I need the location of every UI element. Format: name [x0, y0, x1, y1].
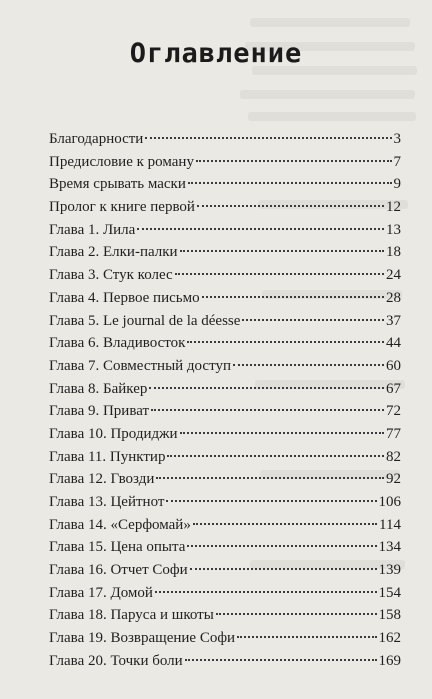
dot-leader: [197, 205, 384, 207]
toc-entry-label: Глава 12. Гвозди: [49, 471, 155, 488]
toc-entry-page: 12: [386, 199, 401, 216]
toc-entry-page: 9: [393, 176, 401, 193]
toc-entry-label: Глава 18. Паруса и шкоты: [49, 607, 214, 624]
toc-entry[interactable]: [49, 310, 401, 333]
dot-leader: [190, 568, 377, 570]
toc-entry[interactable]: [49, 151, 401, 174]
toc-entry-label: Благодарности: [49, 131, 144, 147]
toc-entry[interactable]: [49, 128, 401, 151]
toc-entry[interactable]: [49, 332, 401, 355]
toc-entry[interactable]: [49, 287, 401, 310]
dot-leader: [185, 659, 377, 661]
dot-leader: [216, 613, 377, 615]
dot-leader: [237, 636, 376, 638]
dot-leader: [151, 409, 384, 411]
toc-entry-label: Глава 15. Цена опыта: [49, 539, 186, 556]
toc-entry-page: 28: [386, 289, 401, 306]
toc-entry-page: 154: [378, 584, 401, 601]
toc-entry[interactable]: [49, 514, 401, 537]
toc-entry-page: 162: [378, 630, 401, 647]
toc-entry-label: Глава 20. Точки боли: [49, 652, 183, 669]
dot-leader: [242, 319, 384, 321]
toc-entry[interactable]: [49, 446, 401, 469]
toc-entry[interactable]: [49, 627, 401, 650]
toc-entry[interactable]: [49, 491, 401, 514]
dot-leader: [187, 545, 376, 547]
toc-entry[interactable]: [49, 423, 401, 446]
dot-leader: [137, 228, 384, 230]
toc-entry-label: Глава 16. Отчет Софи: [49, 562, 188, 579]
toc-entry[interactable]: [49, 378, 401, 401]
dot-leader: [145, 137, 391, 139]
toc-entry-label: Пролог к книге первой: [49, 199, 195, 216]
toc-entry-page: 67: [386, 380, 401, 397]
toc-entry-page: 60: [386, 357, 401, 374]
toc-entry[interactable]: [49, 650, 401, 673]
toc-entry-label: Глава 14. «Серфомай»: [49, 516, 191, 533]
toc-entry[interactable]: [49, 536, 401, 559]
toc-entry-page: 44: [386, 335, 401, 352]
dot-leader: [149, 387, 384, 389]
toc-entry-page: 158: [378, 607, 401, 624]
dot-leader: [167, 455, 384, 457]
toc-entry[interactable]: [49, 264, 401, 287]
dot-leader: [188, 182, 392, 184]
dot-leader: [166, 500, 376, 502]
page-title: Оглавление: [129, 38, 303, 69]
toc-entry-page: 134: [378, 539, 401, 556]
toc-entry-label: Глава 2. Елки-палки: [49, 244, 178, 261]
toc-entry[interactable]: [49, 582, 401, 605]
dot-leader: [175, 273, 384, 275]
toc-entry-page: 114: [379, 516, 401, 533]
toc-entry-label: Глава 13. Цейтнот: [49, 494, 165, 510]
toc-entry-page: 106: [378, 494, 401, 510]
toc-entry-label: Глава 19. Возвращение Софи: [49, 630, 236, 647]
toc-entry-page: 37: [386, 312, 401, 329]
toc-entry-page: 139: [378, 562, 401, 579]
dot-leader: [193, 523, 377, 525]
toc-entry[interactable]: [49, 173, 401, 196]
toc-entry[interactable]: [49, 604, 401, 627]
dot-leader: [180, 432, 384, 434]
toc-entry-page: 13: [386, 221, 401, 238]
dot-leader: [180, 250, 384, 252]
toc-entry-page: 7: [393, 153, 401, 170]
toc-entry-label: Глава 4. Первое письмо: [49, 289, 200, 306]
toc-entry[interactable]: [49, 355, 401, 378]
dot-leader: [233, 364, 384, 366]
toc-entry-label: Глава 17. Домой: [49, 584, 153, 601]
toc-entry[interactable]: [49, 559, 401, 582]
toc-entry-label: Глава 9. Приват: [49, 403, 150, 420]
toc-entry-label: Глава 10. Продиджи: [49, 425, 178, 442]
dot-leader: [156, 477, 384, 479]
toc-entry-label: Глава 11. Пунктир: [49, 448, 166, 465]
toc-entry-label: Предисловие к роману: [49, 153, 194, 170]
toc-entry-page: 82: [386, 448, 401, 465]
toc-entry-label: Глава 8. Байкер: [49, 380, 148, 397]
dot-leader: [155, 591, 377, 593]
toc-entry[interactable]: [49, 400, 401, 423]
toc-entry[interactable]: [49, 196, 401, 219]
toc-entry-label: Глава 7. Совместный доступ: [49, 357, 231, 374]
dot-leader: [196, 160, 392, 162]
toc-entry-label: Глава 6. Владивосток: [49, 335, 186, 352]
toc-entry[interactable]: [49, 468, 401, 491]
toc-entry-label: Глава 5. Le journal de la déesse: [49, 312, 241, 329]
toc-entry-page: 72: [386, 403, 401, 420]
toc-entry-label: Время срывать маски: [49, 176, 186, 193]
toc-entry-page: 3: [393, 131, 401, 147]
toc-entry[interactable]: [49, 219, 401, 242]
toc-entry[interactable]: [49, 241, 401, 264]
toc-entry-page: 18: [386, 244, 401, 261]
toc-entry-page: 24: [386, 267, 401, 284]
toc-entry-label: Глава 3. Стук колес: [49, 267, 173, 284]
toc-entry-page: 169: [378, 652, 401, 669]
toc-entry-page: 92: [386, 471, 401, 488]
toc-entry-page: 77: [386, 425, 401, 442]
dot-leader: [187, 341, 384, 343]
dot-leader: [202, 296, 384, 298]
toc-entry-label: Глава 1. Лила: [49, 221, 136, 238]
table-of-contents: [49, 128, 401, 673]
